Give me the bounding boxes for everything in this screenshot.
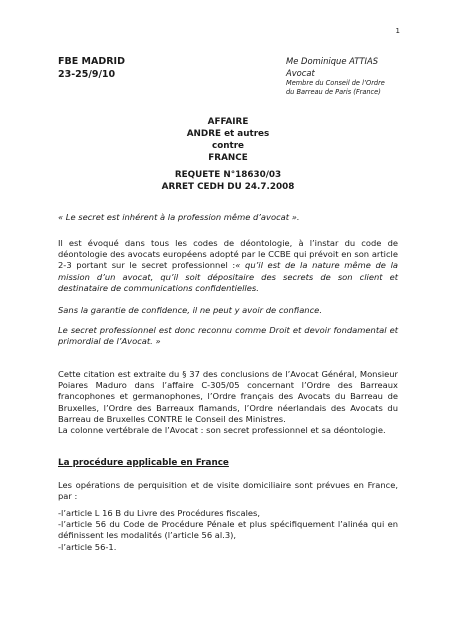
affaire-block <box>58 116 398 164</box>
author-name: Me Dominique ATTIAS <box>286 56 379 66</box>
paragraph-3 <box>58 325 398 347</box>
affaire-line4: FRANCE <box>208 153 248 163</box>
paragraph-2 <box>58 305 398 316</box>
author-title: Avocat <box>286 68 315 78</box>
affaire-line2: ANDRE et autres <box>186 129 270 139</box>
paragraph-1 <box>58 238 398 294</box>
affaire-line1: AFFAIRE <box>207 117 249 127</box>
paragraph-2-text: Sans la garantie de confidence, il ne peut y avoir de confiance. <box>58 305 322 315</box>
header-left <box>58 55 125 81</box>
paragraph-5-text: La colonne vertébrale de l’Avocat : son secret professionnel et sa déontologie. <box>58 425 386 435</box>
section-title: La procédure applicable en France <box>58 458 229 468</box>
event-name: FBE MADRID <box>58 56 125 67</box>
paragraph-6 <box>58 480 398 502</box>
paragraph-4 <box>58 369 398 425</box>
paragraph-4-text: Cette citation est extraite du § 37 des conclusions de l’Avocat Général, Monsieur Poiares Maduro dans l’affaire C-305/05 concernant l’Ordre des Barreaux francophones et germanophones, l’Ordre français des Avocats du Barreau de Bruxelles, l’Ordre des Barreaux flamands, l’Ordre néerlandais des Avocats du Barreau de Bruxelles CONTRE le Conseil des Ministres. <box>58 369 398 424</box>
requete-line1: REQUETE N°18630/03 <box>174 170 282 180</box>
paragraph-1-normal: Il est évoqué dans tous les codes de déontologie, à l’instar du code de déontologie des avocats européens adopté par le CCBE qui prévoit en son article 2-3 portant sur le secret professionnel : <box>58 238 398 271</box>
event-date: 23-25/9/10 <box>58 69 116 80</box>
page-number: 1 <box>395 27 400 35</box>
affaire-line3: contre <box>211 141 245 151</box>
requete-block <box>58 169 398 193</box>
list-item: -l’article 56-1. <box>58 541 117 552</box>
header-right <box>286 55 426 97</box>
paragraph-5 <box>58 425 398 436</box>
list-item: -l’article L 16 B du Livre des Procédures fiscales, <box>58 508 261 518</box>
paragraph-3-text: Le secret professionnel est donc reconnu comme Droit et devoir fondamental et primordial de l’Avocat. » <box>58 325 398 347</box>
author-role-line1: Membre du Conseil de l’Ordre <box>286 79 385 87</box>
paragraph-6-text: Les opérations de perquisition et de visite domiciliaire sont prévues en France, par : <box>58 480 398 502</box>
list-item: -l’article 56 du Code de Procédure Pénale et plus spécifiquement l’alinéa qui en définissent les modalités (l’article 56 al.3), <box>58 519 398 541</box>
paragraph-1-italic: « qu’il est de la nature même de la mission d’un avocat, qu’il soit dépositaire des secrets de son client et destinataire de communications confidentielles. <box>58 260 398 293</box>
quote-intro: « Le secret est inhérent à la profession même d’avocat ». <box>58 212 300 222</box>
legal-article-list <box>58 508 398 553</box>
author-role-line2: du Barreau de Paris (France) <box>286 88 381 96</box>
requete-line2: ARRET CEDH DU 24.7.2008 <box>161 182 295 192</box>
quote-intro-block <box>58 212 398 223</box>
